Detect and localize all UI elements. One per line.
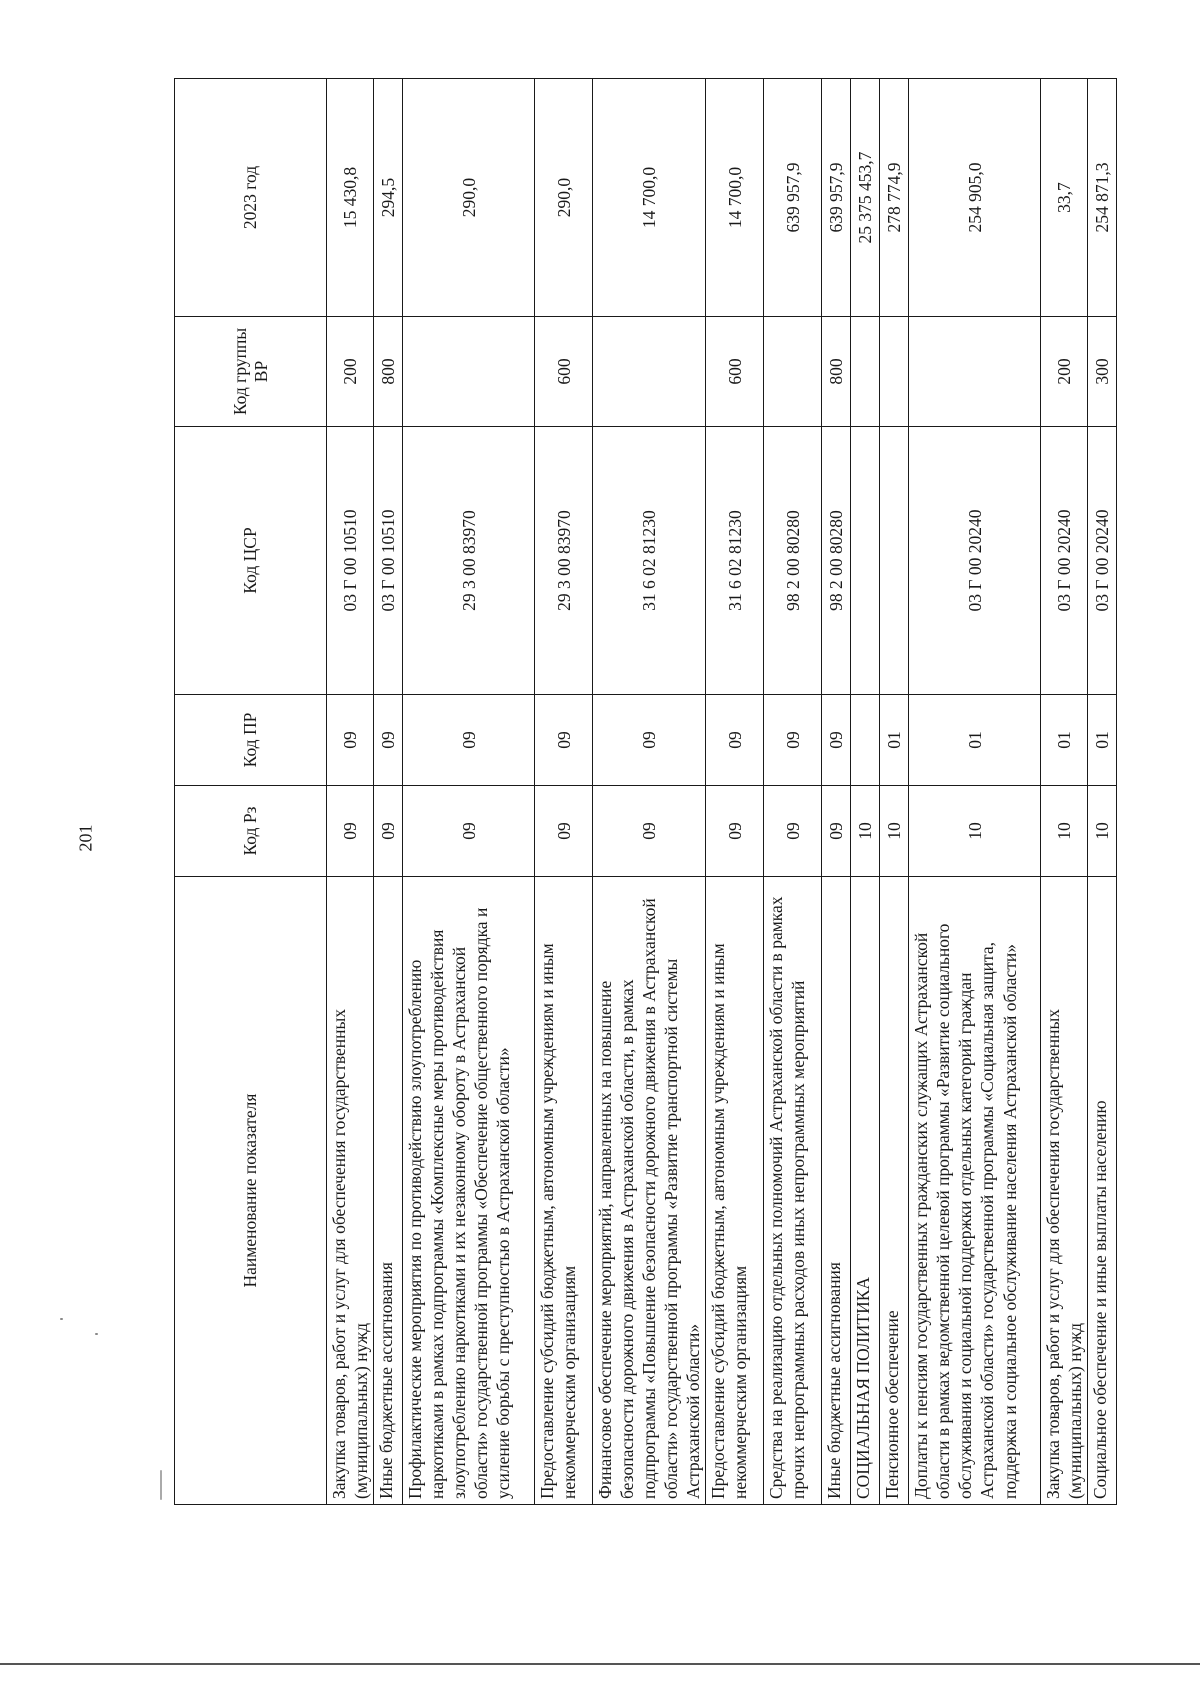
row-pr: 09 — [374, 695, 403, 786]
header-csr-code: Код ЦСР — [175, 427, 327, 695]
row-name: Иные бюджетные ассигнования — [374, 877, 403, 1505]
table-row — [909, 79, 1041, 1505]
row-amount: 639 957,9 — [764, 79, 822, 317]
row-rz: 09 — [764, 786, 822, 877]
table-row — [706, 79, 764, 1505]
header-indicator-name: Наименование показателя — [175, 877, 327, 1505]
row-csr: 31 6 02 81230 — [593, 427, 706, 695]
budget-table — [174, 78, 1117, 1505]
header-vr-code: Код группы ВР — [175, 317, 327, 427]
row-vr — [403, 317, 535, 427]
scan-speck — [160, 1470, 162, 1500]
row-name: СОЦИАЛЬНАЯ ПОЛИТИКА — [851, 877, 880, 1505]
row-csr: 31 6 02 81230 — [706, 427, 764, 695]
row-csr: 98 2 00 80280 — [764, 427, 822, 695]
row-vr: 600 — [535, 317, 593, 427]
row-amount: 639 957,9 — [822, 79, 851, 317]
row-rz: 10 — [909, 786, 1041, 877]
header-rz-code: Код Рз — [175, 786, 327, 877]
row-csr: 03 Г 00 10510 — [374, 427, 403, 695]
row-pr — [851, 695, 880, 786]
row-amount: 25 375 453,7 — [851, 79, 880, 317]
row-rz: 09 — [706, 786, 764, 877]
row-vr — [909, 317, 1041, 427]
row-rz: 10 — [880, 786, 909, 877]
row-csr: 29 3 00 83970 — [535, 427, 593, 695]
row-rz: 09 — [822, 786, 851, 877]
row-vr: 800 — [822, 317, 851, 427]
row-rz: 09 — [593, 786, 706, 877]
table-row — [327, 79, 374, 1505]
row-amount: 290,0 — [403, 79, 535, 317]
row-vr — [851, 317, 880, 427]
row-name: Доплаты к пенсиям государственных гражданских служащих Астраханской области в рамках ведомственной целевой программы «Развитие социального обслуживания и социальной поддержки отдельных категорий граждан Астраханской области» государственной программы «Социальная защита, поддержка и социальное обслуживание населения Астраханской области» — [909, 877, 1041, 1505]
table-row — [403, 79, 535, 1505]
row-name: Закупка товаров, работ и услуг для обеспечения государственных (муниципальных) нужд — [327, 877, 374, 1505]
table-row — [880, 79, 909, 1505]
row-csr: 03 Г 00 20240 — [909, 427, 1041, 695]
row-csr — [851, 427, 880, 695]
row-rz: 10 — [1041, 786, 1088, 877]
row-csr: 29 3 00 83970 — [403, 427, 535, 695]
row-vr — [880, 317, 909, 427]
row-name: Предоставление субсидий бюджетным, автономным учреждениям и иным некоммерческим организациям — [706, 877, 764, 1505]
row-csr: 98 2 00 80280 — [822, 427, 851, 695]
row-amount: 290,0 — [535, 79, 593, 317]
table-row — [851, 79, 880, 1505]
table-row — [535, 79, 593, 1505]
row-rz: 09 — [327, 786, 374, 877]
row-name: Средства на реализацию отдельных полномочий Астраханской области в рамках прочих непрограммных расходов иных непрограммных мероприятий — [764, 877, 822, 1505]
table-header-row — [175, 79, 327, 1505]
row-rz: 09 — [403, 786, 535, 877]
scan-speck — [95, 1333, 98, 1335]
table-row — [593, 79, 706, 1505]
page-number: 201 — [75, 824, 96, 852]
header-pr-code: Код ПР — [175, 695, 327, 786]
table-row — [1041, 79, 1088, 1505]
row-amount: 254 871,3 — [1088, 79, 1117, 317]
row-pr: 01 — [880, 695, 909, 786]
row-amount: 33,7 — [1041, 79, 1088, 317]
row-pr: 09 — [822, 695, 851, 786]
table-row — [374, 79, 403, 1505]
row-amount: 254 905,0 — [909, 79, 1041, 317]
row-pr: 01 — [1088, 695, 1117, 786]
row-vr: 300 — [1088, 317, 1117, 427]
table-row — [764, 79, 822, 1505]
row-amount: 14 700,0 — [706, 79, 764, 317]
row-amount: 294,5 — [374, 79, 403, 317]
table-row — [822, 79, 851, 1505]
row-csr: 03 Г 00 20240 — [1088, 427, 1117, 695]
row-pr: 09 — [403, 695, 535, 786]
row-pr: 09 — [593, 695, 706, 786]
row-amount: 278 774,9 — [880, 79, 909, 317]
scan-edge-line — [0, 1663, 1200, 1665]
row-name: Закупка товаров, работ и услуг для обеспечения государственных (муниципальных) нужд — [1041, 877, 1088, 1505]
header-year-2023: 2023 год — [175, 79, 327, 317]
row-vr — [593, 317, 706, 427]
row-rz: 09 — [535, 786, 593, 877]
row-pr: 09 — [764, 695, 822, 786]
row-pr: 09 — [327, 695, 374, 786]
row-vr: 600 — [706, 317, 764, 427]
row-vr: 800 — [374, 317, 403, 427]
row-amount: 14 700,0 — [593, 79, 706, 317]
row-amount: 15 430,8 — [327, 79, 374, 317]
row-name: Финансовое обеспечение мероприятий, направленных на повышение безопасности дорожного движения в Астраханской области, в рамках подпрограммы «Повышение безопасности дорожного движения в Астраханской области» государственной программы «Развитие транспортной системы Астраханской области» — [593, 877, 706, 1505]
row-name: Социальное обеспечение и иные выплаты населению — [1088, 877, 1117, 1505]
row-csr: 03 Г 00 20240 — [1041, 427, 1088, 695]
row-rz: 10 — [1088, 786, 1117, 877]
row-pr: 01 — [909, 695, 1041, 786]
scan-speck — [60, 1318, 63, 1320]
row-csr — [880, 427, 909, 695]
row-name: Пенсионное обеспечение — [880, 877, 909, 1505]
row-vr: 200 — [1041, 317, 1088, 427]
budget-table-container — [174, 79, 1113, 1505]
table-row — [1088, 79, 1117, 1505]
row-rz: 09 — [374, 786, 403, 877]
row-name: Иные бюджетные ассигнования — [822, 877, 851, 1505]
row-pr: 09 — [706, 695, 764, 786]
row-pr: 01 — [1041, 695, 1088, 786]
row-csr: 03 Г 00 10510 — [327, 427, 374, 695]
row-vr — [764, 317, 822, 427]
row-pr: 09 — [535, 695, 593, 786]
row-vr: 200 — [327, 317, 374, 427]
row-rz: 10 — [851, 786, 880, 877]
row-name: Профилактические мероприятия по противодействию злоупотреблению наркотиками в рамках подпрограммы «Комплексные меры противодействия злоупотреблению наркотиками и их незаконному обороту в Астраханской области» государственной программы «Обеспечение общественного порядка и усиление борьбы с преступностью в Астраханской области» — [403, 877, 535, 1505]
row-name: Предоставление субсидий бюджетным, автономным учреждениям и иным некоммерческим организациям — [535, 877, 593, 1505]
